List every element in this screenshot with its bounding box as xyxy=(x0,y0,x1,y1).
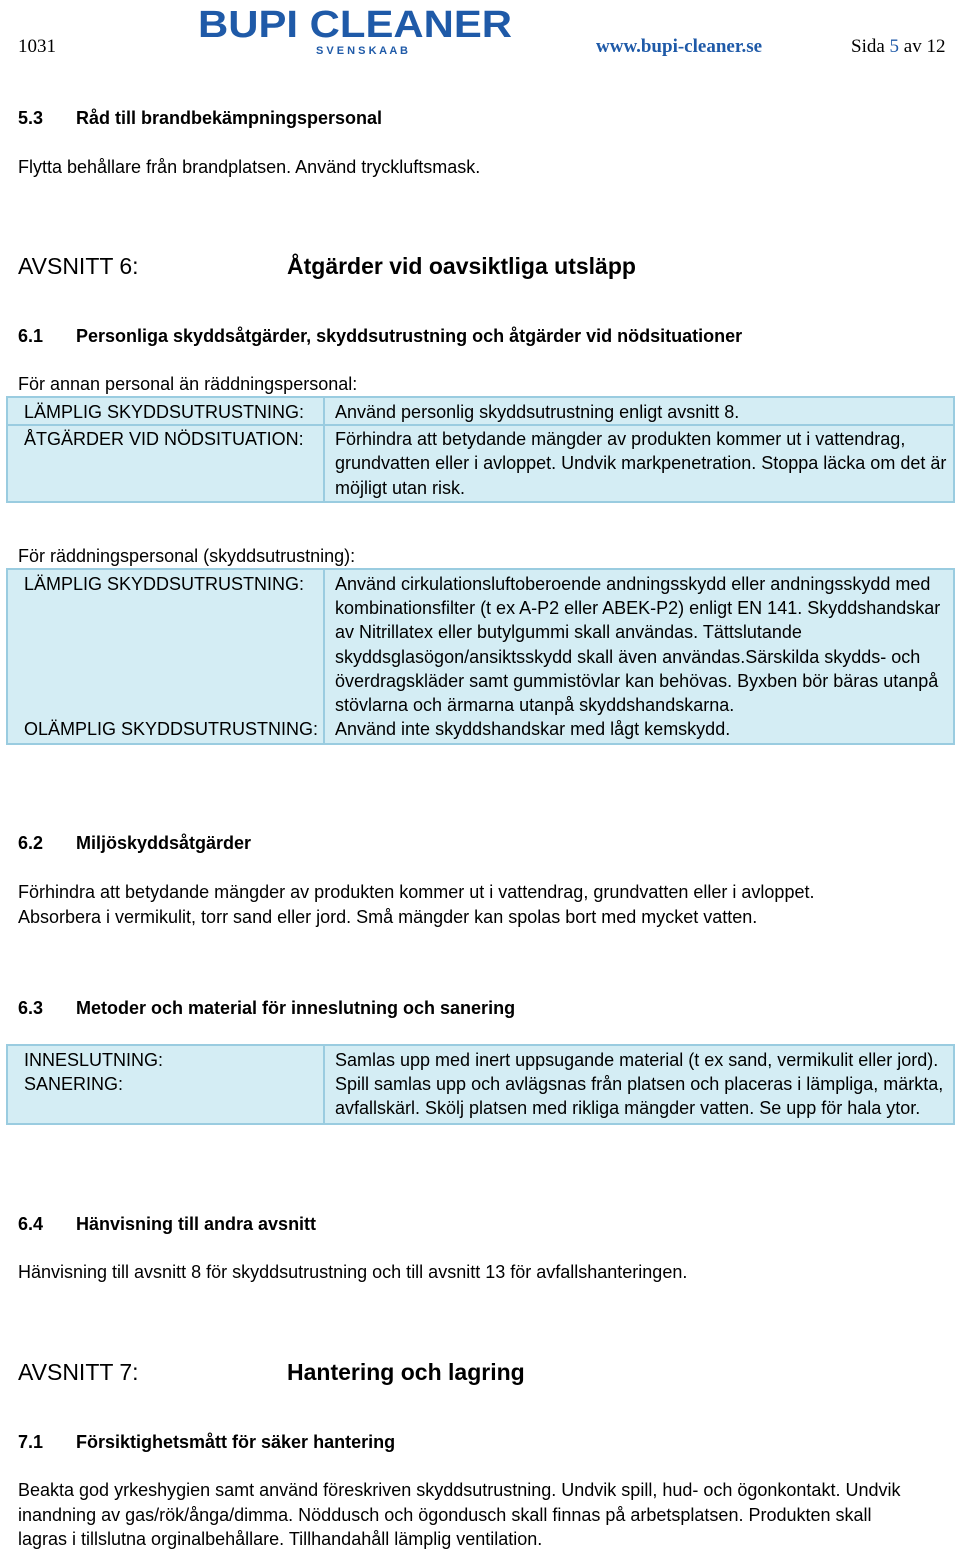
section-number: 7.1 xyxy=(18,1432,44,1452)
section-title: Försiktighetsmått för säker hantering xyxy=(76,1432,396,1452)
protection-table-2 xyxy=(6,568,955,745)
section-title: Personliga skyddsåtgärder, skyddsutrustning och åtgärder vid nödsituationer xyxy=(76,326,743,346)
section-number: 6.3 xyxy=(18,998,44,1018)
section-title: Metoder och material för inneslutning och sanering xyxy=(76,998,516,1018)
table-label: LÄMPLIG SKYDDSUTRUSTNING: xyxy=(7,569,324,717)
section-5-3-text: Flytta behållare från brandplatsen. Använd tryckluftsmask. xyxy=(18,157,481,177)
logo-sub-text: S V E N S K A A B xyxy=(316,45,408,56)
avsnitt-7-label: AVSNITT 7: xyxy=(18,1359,139,1385)
table-row xyxy=(7,1045,954,1072)
page-indicator xyxy=(851,36,945,58)
table-row xyxy=(7,397,954,425)
protection-table-1 xyxy=(6,396,955,503)
avsnitt-6-label: AVSNITT 6: xyxy=(18,253,139,279)
section-6-1-intro-2: För räddningspersonal (skyddsutrustning): xyxy=(18,546,356,566)
avsnitt-7-title: Hantering och lagring xyxy=(287,1359,525,1385)
section-6-2-text: Förhindra att betydande mängder av produkten kommer ut i vattendrag, grundvatten eller i avloppet. Absorbera i vermikulit, torr sand eller jord. Små mängder kan spolas bort med mycket vatten. xyxy=(18,882,815,927)
table-value: Använd personlig skyddsutrustning enligt avsnitt 8. xyxy=(324,397,954,425)
section-number: 6.1 xyxy=(18,326,44,346)
page-label: Sida xyxy=(851,36,885,57)
section-title: Råd till brandbekämpningspersonal xyxy=(76,108,383,128)
table-label: LÄMPLIG SKYDDSUTRUSTNING: xyxy=(7,397,324,425)
website-link[interactable]: www.bupi-cleaner.se xyxy=(596,36,763,57)
section-number: 6.2 xyxy=(18,833,44,853)
table-value: Använd inte skyddshandskar med lågt kemskydd. xyxy=(324,717,954,744)
section-7-1-heading xyxy=(18,1432,395,1453)
table-row xyxy=(7,425,954,502)
page-total: 12 xyxy=(926,36,946,57)
containment-table xyxy=(6,1044,955,1125)
table-value: Spill samlas upp och avlägsnas från platsen och placeras i lämpliga, märkta, avfallskärl. Skölj platsen med rikliga mängder vatten. Se upp för hala ytor. xyxy=(324,1072,954,1123)
section-7-1-text: Beakta god yrkeshygien samt använd föreskriven skyddsutrustning. Undvik spill, hud- och ögonkontakt. Undvik inandning av gas/rök/ånga/dimma. Nöddusch och ögondusch skall finnas på arbetsplatsen. Produkten skall lagras i tillslutna orginalbehållare. Tillhandahåll lämplig ventilation. xyxy=(18,1480,901,1549)
table-label: ÅTGÄRDER VID NÖDSITUATION: xyxy=(7,425,324,502)
avsnitt-6-title: Åtgärder vid oavsiktliga utsläpp xyxy=(287,253,636,279)
section-6-1-intro-1: För annan personal än räddningspersonal: xyxy=(18,374,358,394)
section-6-2-heading xyxy=(18,833,251,854)
section-number: 5.3 xyxy=(18,108,44,128)
section-title: Miljöskyddsåtgärder xyxy=(76,833,252,853)
table-row xyxy=(7,717,954,744)
bupi-cleaner-logo xyxy=(196,4,514,56)
section-6-1-heading xyxy=(18,326,742,347)
section-6-4-text: Hänvisning till avsnitt 8 för skyddsutrustning och till avsnitt 13 för avfallshanteringen. xyxy=(18,1262,688,1282)
table-label: SANERING: xyxy=(7,1072,324,1123)
section-6-4-heading xyxy=(18,1214,316,1235)
table-row xyxy=(7,1072,954,1123)
section-6-3-heading xyxy=(18,998,515,1019)
table-value: Samlas upp med inert uppsugande material (t ex sand, vermikulit eller jord). xyxy=(324,1045,954,1072)
table-row xyxy=(7,569,954,717)
table-value: Förhindra att betydande mängder av produkten kommer ut i vattendrag, grundvatten eller i avloppet. Undvik markpenetration. Stoppa läcka om det är möjligt utan risk. xyxy=(324,425,954,502)
section-5-3-heading xyxy=(18,108,382,129)
section-number: 6.4 xyxy=(18,1214,44,1234)
table-label: INNESLUTNING: xyxy=(7,1045,324,1072)
logo-main-text: BUPI CLEANER xyxy=(198,4,512,46)
page-of: av xyxy=(903,36,922,57)
section-title: Hänvisning till andra avsnitt xyxy=(76,1214,317,1234)
doc-number: 1031 xyxy=(18,36,56,57)
table-label: OLÄMPLIG SKYDDSUTRUSTNING: xyxy=(7,717,324,744)
table-value: Använd cirkulationsluftoberoende andningsskydd eller andningsskydd med kombinationsfilter (t ex A-P2 eller ABEK-P2) enligt EN 141. Skyddshandskar av Nitrillatex eller butylgummi skall användas. Tättslutande skyddsglasögon/ansiktsskydd skall även användas.Särskilda skydds- och överdragskläder samt gummistövlar kan behövas. Byxben bör bäras utanpå stövlarna och ärmarna utanpå skyddshandskarna. xyxy=(324,569,954,717)
page-current: 5 xyxy=(889,36,900,57)
